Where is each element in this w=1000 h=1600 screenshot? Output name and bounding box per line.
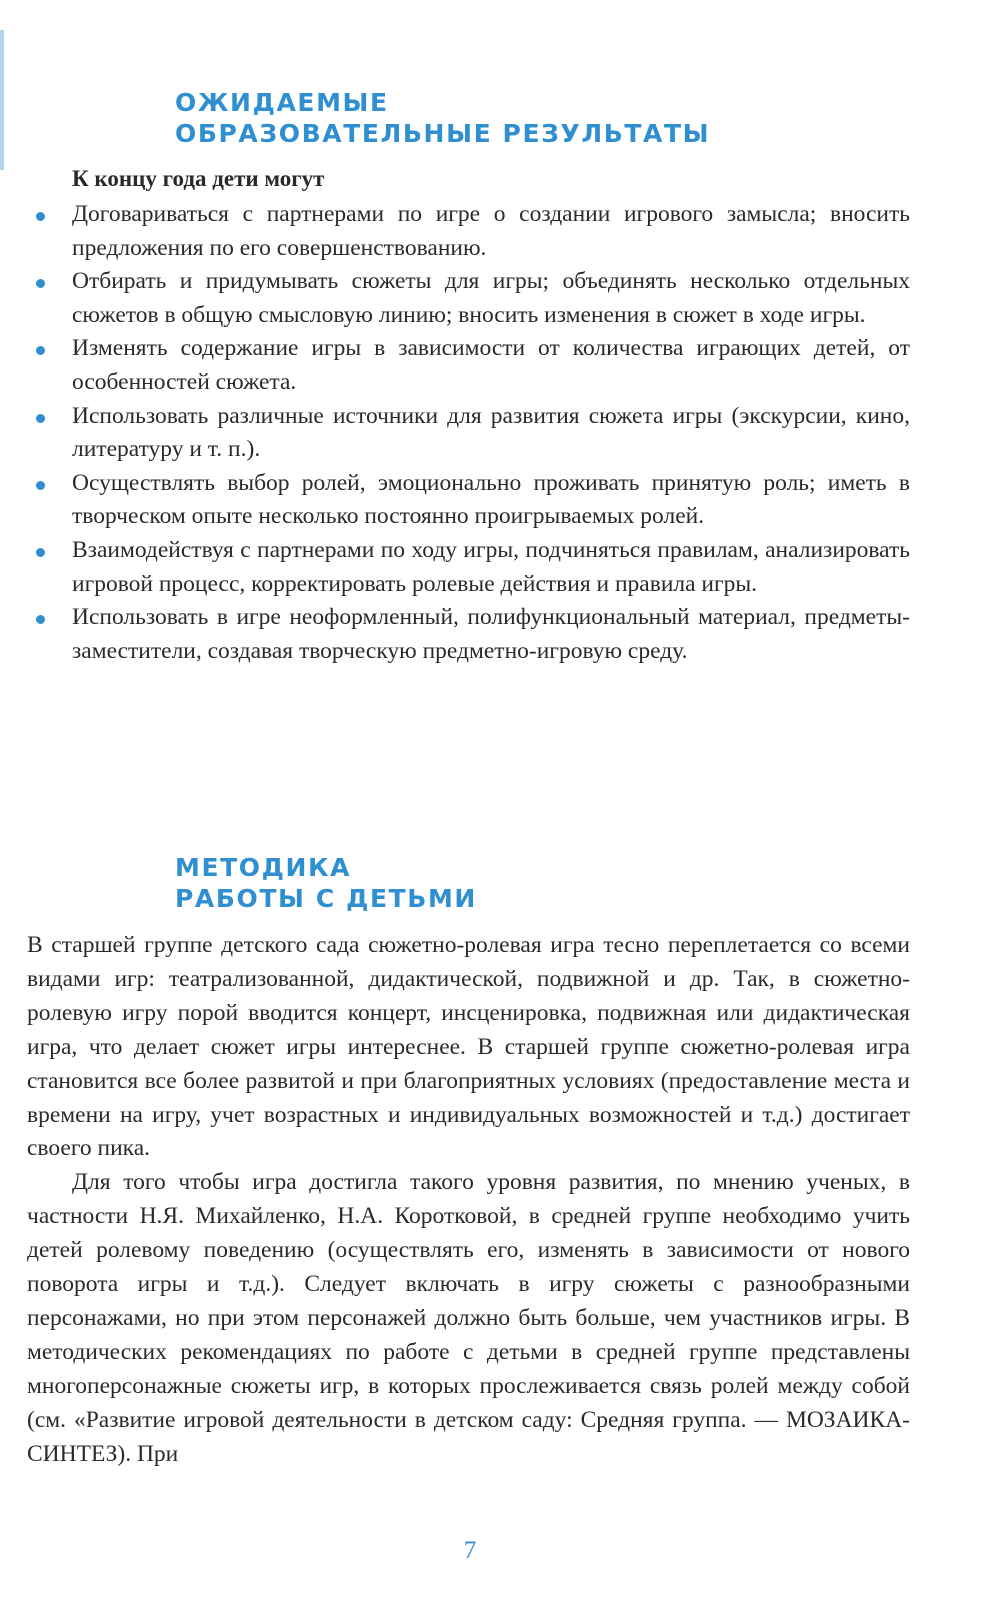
bullet-icon — [36, 548, 45, 557]
results-heading-line2: ОБРАЗОВАТЕЛЬНЫЕ РЕЗУЛЬТАТЫ — [175, 119, 711, 148]
bullet-icon — [36, 279, 45, 288]
bullet-icon — [36, 414, 45, 423]
results-heading — [175, 87, 710, 149]
method-paragraph-2: Для того чтобы игра достигла такого уровня развития, по мнению ученых, в частности Н.Я. Михайленко, Н.А. Коротковой, в средней группе необходимо учить детей ролевому поведению (осуществлять его, изменять в зависимости от нового поворота игры и т.д.). Следует включать в игру сюжеты с разнообразными персонажами, но при этом персонажей должно быть больше, чем участников игры. В методических рекомендациях по работе с детьми в средней группе представлены многоперсонажные сюжеты игр, в которых прослеживается связь ролей между собой (см. «Развитие игровой деятельности в детском саду: Средняя группа. — МОЗАИКА-СИНТЕЗ). При — [27, 1169, 910, 1467]
list-item — [0, 467, 910, 534]
results-list — [0, 198, 1000, 668]
page-edge-mark — [0, 30, 4, 170]
list-item-text: Взаимодействуя с партнерами по ходу игры, подчиняться правилам, анализировать игровой процесс, корректировать ролевые действия и правила игры. — [72, 536, 910, 597]
list-item-text: Договариваться с партнерами по игре о создании игрового замысла; вносить предложения по его совершенствованию. — [72, 201, 910, 261]
list-item-text: Использовать в игре неоформленный, полифункциональный материал, предметы-заместители, создавая творческую предметно-игровую среду. — [72, 604, 910, 664]
method-heading — [175, 852, 477, 914]
method-paragraph-1: В старшей группе детского сада сюжетно-ролевая игра тесно переплетается со всеми видами игр: театрализованной, дидактической, подвижной и др. Так, в сюжетно-ролевую игру порой вводится концерт, инсценировка, подвижная или дидактическая игра, что делает сюжет игры интереснее. В старшей группе сюжетно-ролевая игра становится все более развитой и при благоприятных условиях (предоставление места и времени на игру, учет возрастных и индивидуальных возможностей и т.д.) достигает своего пика. — [27, 932, 910, 1162]
list-item — [0, 400, 910, 467]
bullet-icon — [36, 346, 45, 355]
method-heading-line1: МЕТОДИКА — [175, 853, 352, 882]
bullet-icon — [36, 212, 45, 221]
bullet-icon — [36, 481, 45, 490]
method-body — [27, 929, 910, 1472]
page-number: 7 — [463, 1537, 477, 1564]
list-item — [0, 265, 910, 332]
bullet-icon — [36, 615, 45, 624]
list-item-text: Изменять содержание игры в зависимости от количества играющих детей, от особенностей сюжета. — [72, 335, 910, 395]
results-heading-line1: ОЖИДАЕМЫЕ — [175, 88, 389, 117]
list-item — [0, 601, 910, 668]
list-item-text: Отбирать и придумывать сюжеты для игры; объединять несколько отдельных сюжетов в общую смысловую линию; вносить изменения в сюжет в ходе игры. — [72, 268, 910, 328]
results-subheading: К концу года дети могут — [72, 166, 325, 191]
method-heading-line2: РАБОТЫ С ДЕТЬМИ — [175, 884, 477, 913]
list-item — [0, 332, 910, 399]
list-item-text: Использовать различные источники для развития сюжета игры (экскурсии, кино, литературу и т. п.). — [72, 402, 910, 463]
list-item — [0, 534, 910, 601]
list-item-text: Осуществлять выбор ролей, эмоционально проживать принятую роль; иметь в творческом опыте несколько постоянно проигрываемых ролей. — [72, 469, 910, 530]
list-item — [0, 198, 910, 265]
